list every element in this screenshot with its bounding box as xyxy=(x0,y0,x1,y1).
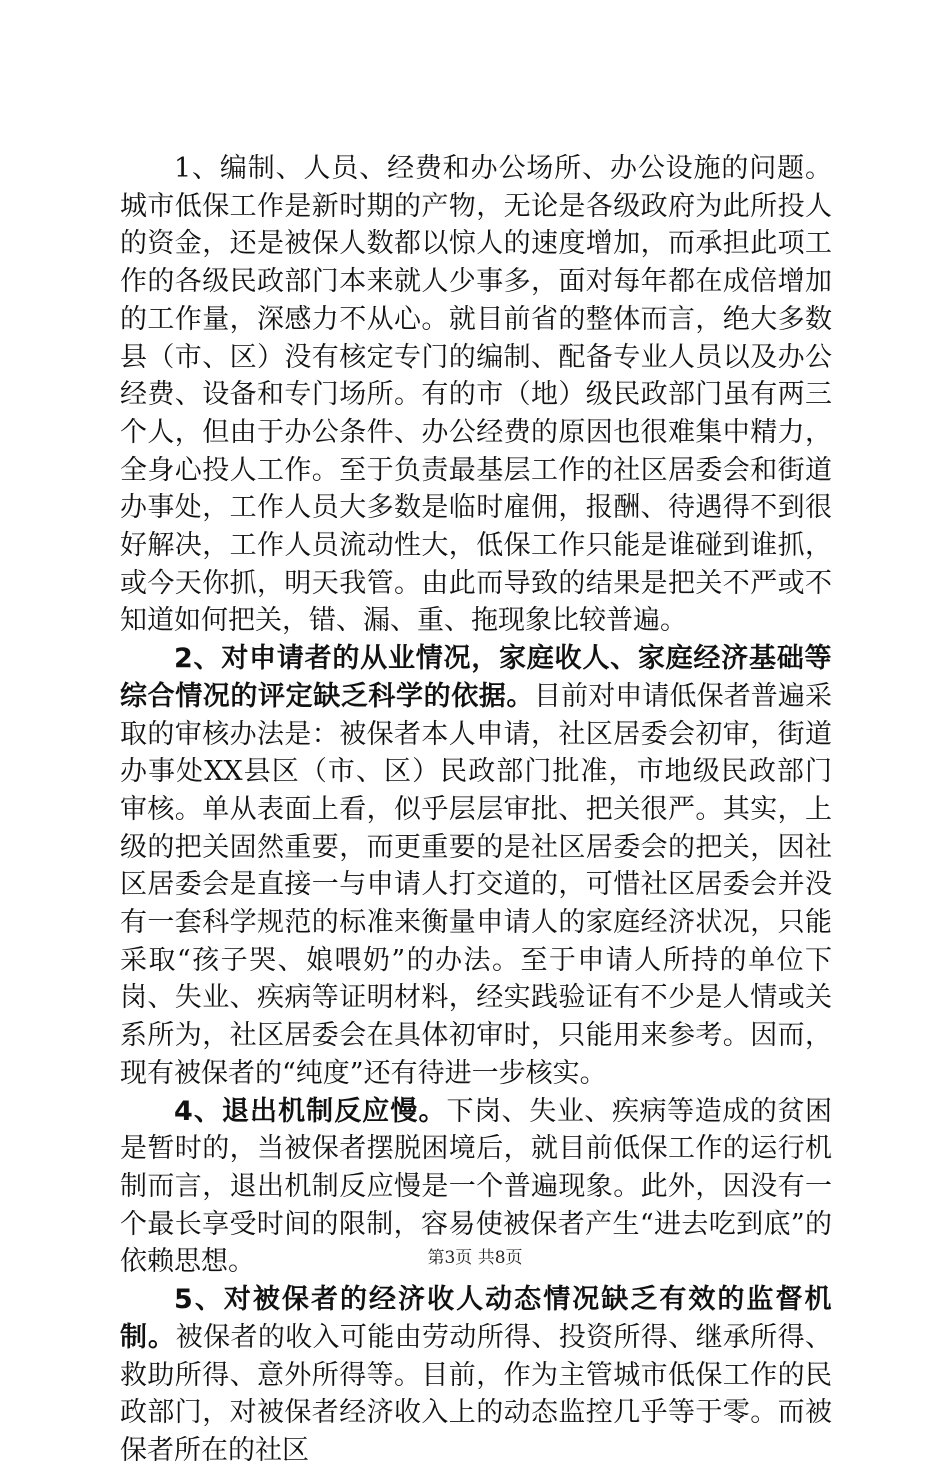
paragraph-4-text: 被保者的收入可能由劳动所得、投资所得、继承所得、救助所得、意外所得等。目前，作为主管城市低保工作的民政部门，对被保者经济收入上的动态监控几乎等于零。而被保者所在的社区 xyxy=(120,1321,833,1466)
paragraph-3-lead: 4、退出机制反应慢。 xyxy=(174,1095,447,1127)
paragraph-4 xyxy=(120,1281,832,1470)
paragraph-1-text: 1、编制、人员、经费和办公场所、办公设施的问题。城市低保工作是新时期的产物，无论是各级政府为此所投人的资金，还是被保人数都以惊人的速度增加，而承担此项工作的各级民政部门本来就人少事多，面对每年都在成倍增加的工作量，深感力不从心。就目前省的整体而言，绝大多数县（市、区）没有核定专门的编制、配备专业人员以及办公经费、设备和专门场所。有的市（地）级民政部门虽有两三个人，但由于办公条件、办公经费的原因也很难集中精力，全身心投人工作。至于负责最基层工作的社区居委会和街道办事处，工作人员大多数是临时雇佣，报酬、待遇得不到很好解决，工作人员流动性大，低保工作只能是谁碰到谁抓，或今天你抓，明天我管。由此而导致的结果是把关不严或不知道如何把关，错、漏、重、拖现象比较普遍。 xyxy=(120,153,832,637)
page-footer: 第3页 共8页 xyxy=(427,1248,523,1268)
paragraph-2-text: 目前对申请低保者普遍采取的审核办法是：被保者本人申请，社区居委会初审，街道办事处XX县区（市、区）民政部门批准，市地级民政部门审核。单从表面上看，似乎层层审批、把关很严。其实，上级的把关固然重要，而更重要的是社区居委会的把关，因社区居委会是直接一与申请人打交道的，可惜社区居委会并没有一套科学规范的标准来衡量申请人的家庭经济状况，只能采取“孩子哭、娘喂奶”的办法。至于申请人所持的单位下岗、失业、疾病等证明材料，经实践验证有不少是人情或关系所为，社区居委会在具体初审时，只能用来参考。因而，现有被保者的“纯度”还有待进一步核实。 xyxy=(120,680,832,1089)
paragraph-1 xyxy=(120,150,832,640)
paragraph-2-lead: 2、对申请者的从业情况，家庭收人、家庭经济基础等综合情况的评定缺乏科学的依据。 xyxy=(120,643,832,712)
paragraph-3-text: 下岗、失业、疾病等造成的贫困是暂时的，当被保者摆脱困境后，就目前低保工作的运行机制而言，退出机制反应慢是一个普遍现象。此外，因没有一个最长享受时间的限制，容易使被保者产生“进去吃到底”的依赖思想。 xyxy=(120,1095,832,1278)
paragraph-2 xyxy=(120,640,832,1092)
paragraph-4-lead: 5、对被保者的经济收人动态情况缺乏有效的监督机制。 xyxy=(120,1284,832,1353)
document-body xyxy=(120,150,832,1470)
